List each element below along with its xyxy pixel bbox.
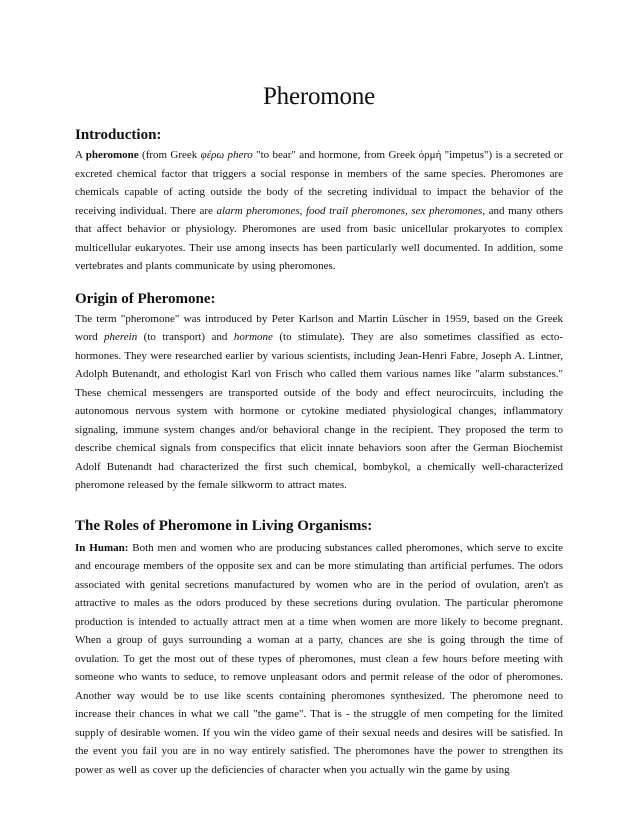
roles-human-paragraph: In Human: Both men and women who are producing substances called pheromones, which serve to excite and encourage members of the opposite sex and can be more stimulating than artificial perfumes. The odors associated with genital secretions manufactured by women who are in the period of ovulation, aren't as attractive to males as the odors produced by these secretions during ovulation. The particular pheromone production is intended to actually attract men at a time when women are more likely to become pregnant. When a group of guys surrounding a woman at a party, chances are she is going through the time of ovulation. To get the most out of these types of pheromones, must clean a few hours before meeting with someone who wants to seduce, to remove unpleasant odors and permit release of the odor of pheromones. Another way would be to use like scents containing pheromones synthesized. The pheromone need to increase their chances in what we call "the game". That is - the struggle of men competing for the limited supply of desirable women. If you win the video game of their sexual needs and desires will be satisfied. In the event you fail you are in no way entirely satisfied. The pheromones have the power to strengthen its power as well as cover up the deficiencies of character when you actually win the game by using [75, 541, 563, 776]
term-pheromone: pheromone [85, 149, 139, 161]
origin-paragraph: The term "pheromone" was introduced by Peter Karlson and Martin Lüscher in 1959, based on the Greek word pherein (to transport) and hormone (to stimulate). They are also sometimes classified as ecto-hormones. They were researched earlier by various scientists, including Jean-Henri Fabre, Joseph A. Lintner, Adolph Butenandt, and ethologist Karl von Frisch who called them various names like "alarm substances." These chemical messengers are transported outside of the body and effect neurocircuits, including the autonomous nervous system with hormone or cytokine mediated physiological changes, inflammatory signaling, immune system changes and/or behavioral change in the recipient. They proposed the term to describe chemical signals from conspecifics that elicit innate behaviors soon after the German Biochemist Adolf Butenandt had characterized the first such chemical, bombykol, a chemically well-characterized pheromone released by the female silkworm to attract mates. [75, 312, 564, 491]
in-human-label: In Human: [75, 541, 129, 554]
introduction-paragraph: A pheromone (from Greek φέρω phero "to bear" and hormone, from Greek ὁρμή "impetus") is a secreted or excreted chemical factor that triggers a social response in members of the same species. Pheromones are chemicals capable of acting outside the body of the secreting individual to impact the behavior of the receiving individual. There are alarm pheromones, food trail pheromones, sex pheromones, and many others that affect behavior or physiology. Pheromones are used from basic unicellular prokaryotes to complex multicellular eukaryotes. Their use among insects has been particularly well documented. In addition, some vertebrates and plants communicate by using pheromones. [75, 149, 563, 272]
roles-heading: The Roles of Pheromone in Living Organisms: [75, 517, 373, 534]
page-title: Pheromone [262, 83, 376, 110]
introduction-heading: Introduction: [75, 127, 162, 143]
origin-heading: Origin of Pheromone: [75, 290, 216, 307]
